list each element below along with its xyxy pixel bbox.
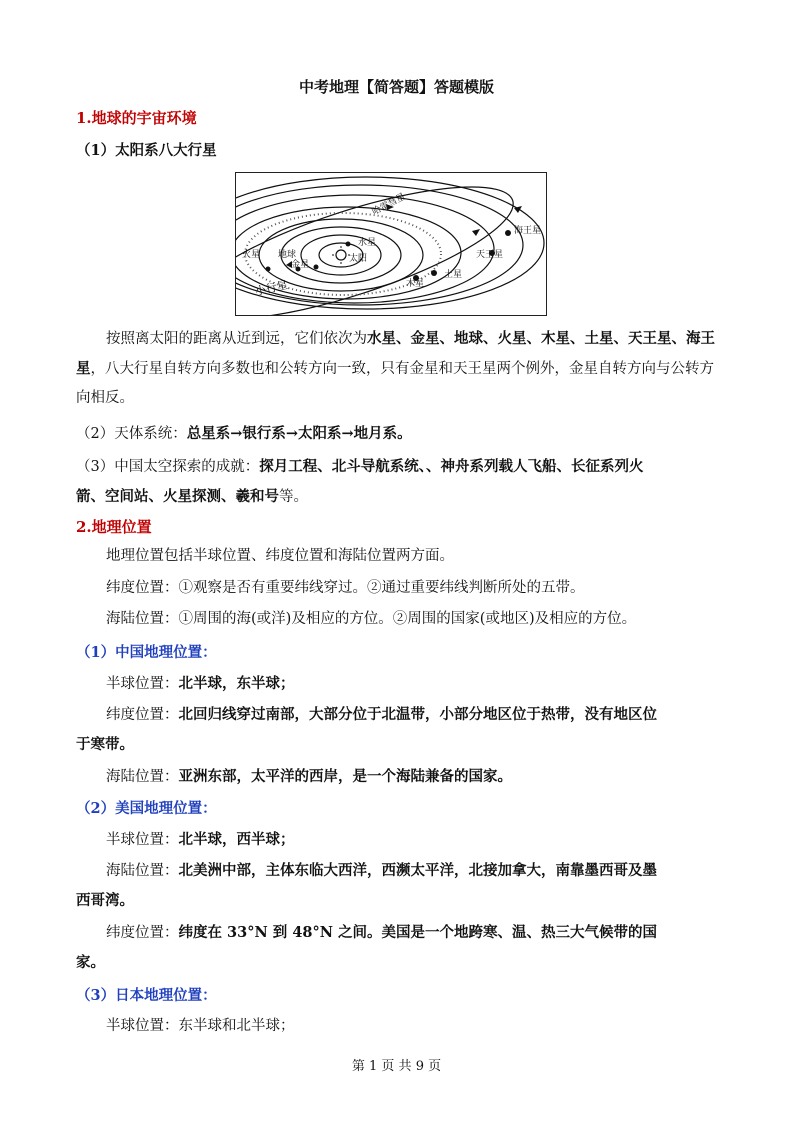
page-title: 中考地理【简答题】答题模版 [298, 78, 494, 96]
label: 半球位置： [106, 676, 179, 692]
value: 西哥湾。 [76, 892, 134, 909]
planet-mars [266, 267, 271, 272]
sun-icon [336, 250, 346, 260]
usa-hemisphere-line [106, 825, 295, 855]
latitude-general-line: 纬度位置：①观察是否有重要纬线穿过。②通过重要纬线判断所处的五带。 [106, 580, 585, 596]
label-mercury: 水星 [358, 238, 377, 248]
label-asteroid: 小行星 [253, 278, 289, 298]
value: 北半球，西半球； [178, 831, 295, 848]
label-earth: 地球 [278, 250, 297, 260]
paragraph-planets [76, 324, 718, 413]
value: 总星系→银行系→太阳系→地月系。 [186, 425, 412, 442]
value: 亚洲东部，太平洋的西岸，是一个海陆兼备的国家。 [178, 768, 512, 785]
value: 北美洲中部，主体东临大西洋，西濒太平洋，北接加拿大，南靠墨西哥及墨 [178, 862, 657, 879]
planet-order-bold-2: 星、海王星 [76, 330, 715, 377]
text-run: 等。 [279, 489, 308, 505]
value: 家。 [76, 954, 105, 971]
planet-saturn [431, 270, 437, 276]
label: 半球位置： [106, 1018, 179, 1034]
label: （3）中国太空探索的成就： [76, 459, 260, 475]
china-hemisphere-line [106, 669, 295, 699]
subheading-solar-system: （1）太阳系八大行星 [76, 142, 217, 159]
value: 纬度在 33°N 到 48°N 之间。美国是一个地跨寒、温、热三大气候带的国 [178, 924, 658, 941]
text-run: ，八大行星自转方向多数也和公转方向一致，只有金星和天王星两个例外，金星 [90, 361, 598, 377]
label: 纬度位置： [106, 925, 179, 941]
value: 探月工程、北斗导航系统、、神舟系列载人飞船、长征系列火 [259, 458, 644, 475]
china-sea-land-line [106, 762, 512, 792]
label: 海陆位置： [106, 769, 179, 785]
japan-heading: （3）日本地理位置： [76, 987, 217, 1004]
celestial-systems-line [76, 419, 412, 449]
planet-neptune [505, 230, 511, 236]
value: 北回归线穿过南部，大部分位于北温带，小部分地区位于热带，没有地区位 [178, 706, 657, 723]
label-mars: 火星 [242, 250, 261, 260]
value: 箭、空间站、火星探测、羲和号 [76, 488, 279, 505]
japan-hemisphere-line [106, 1012, 295, 1041]
label-venus: 金星 [291, 260, 310, 270]
planet-venus [314, 265, 319, 270]
china-latitude-para [76, 700, 721, 760]
usa-latitude-para [76, 918, 721, 978]
section-2-heading: 2.地理位置 [76, 518, 152, 536]
intro-line: 地理位置包括半球位置、纬度位置和海陆位置两方面。 [106, 548, 454, 564]
sea-land-general-line: 海陆位置：①周围的海(或洋)及相应的方位。②周围的国家(或地区)及相应的方位。 [106, 611, 637, 627]
orbit-arrow-3 [472, 229, 480, 236]
value: 北半球，东半球； [178, 675, 295, 692]
space-exploration-para [76, 452, 718, 512]
orbit-halley [236, 173, 526, 315]
planet-order-bold: 水星、金星、地球、火星、木星、土星、天王 [367, 330, 657, 347]
label-saturn: 土星 [444, 270, 463, 280]
label-jupiter: 木星 [406, 279, 425, 289]
section-1-heading: 1.地球的宇宙环境 [76, 109, 197, 127]
value: 东半球和北半球； [178, 1018, 295, 1034]
usa-sea-land-para [76, 856, 721, 916]
planet-mercury [346, 242, 351, 247]
label-neptune: 海王星 [514, 226, 542, 236]
text-run: 按照离太阳的距离从近到远，它们依次为 [106, 331, 367, 347]
label-uranus: 天王星 [476, 250, 504, 260]
label: 纬度位置： [106, 707, 179, 723]
usa-heading: （2）美国地理位置： [76, 800, 217, 817]
solar-system-diagram [235, 172, 547, 316]
china-heading: （1）中国地理位置： [76, 644, 217, 661]
value: 于寒带。 [76, 736, 134, 753]
label: 海陆位置： [106, 863, 179, 879]
label-sun: 太阳 [349, 254, 368, 264]
text-run: 自转方向与公转方向相反。 [76, 361, 714, 406]
label: （2）天体系统： [76, 426, 187, 442]
solar-system-svg [236, 173, 546, 315]
page-footer: 第 1 页 共 9 页 [351, 1059, 442, 1074]
label-halley: 哈雷彗星 [370, 191, 408, 218]
label: 半球位置： [106, 832, 179, 848]
